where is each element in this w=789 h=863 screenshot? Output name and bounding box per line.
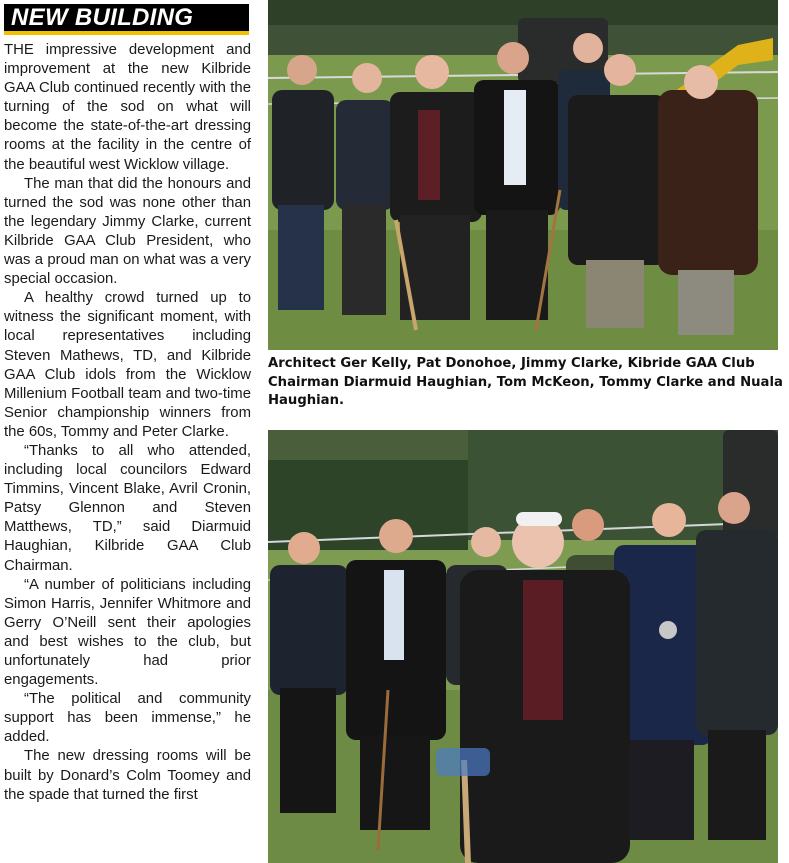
- article-paragraph-4: “Thanks to all who attended, including local councilors Edward Timmins, Vincent Blake, Avril Cronin, Patsy Glennon and Steven Matthews, TD,” said Diarmuid Haughian, Kilbride GAA Club Chairman.: [4, 442, 251, 574]
- photo-caption-top: Architect Ger Kelly, Pat Donohoe, Jimmy Clarke, Kibride GAA Club Chairman Diarmuid Haughian, Tom McKeon, Tommy Clarke and Nuala Haughian.: [268, 356, 783, 408]
- group-photo-top-image: [268, 0, 778, 350]
- article-body: [4, 41, 251, 805]
- article-paragraph-1: THE impressive development and improvement at the new Kilbride GAA Club continued recently with the turning of the sod on what will become the state-of-the-art dressing rooms at the facility in the centre of the beautiful west Wicklow village.: [4, 42, 251, 173]
- article-paragraph-2: The man that did the honours and turned the sod was none other than the legendary Jimmy Clarke, current Kilbride GAA Club President, who was a proud man on what was a very special occasion.: [4, 175, 251, 288]
- group-photo-bottom: [268, 430, 778, 863]
- article-paragraph-7: The new dressing rooms will be built by Donard’s Colm Toomey and the spade that turned the first: [4, 748, 251, 803]
- article-paragraph-6: “The political and community support has been immense,” he added.: [4, 691, 251, 746]
- section-banner: [4, 4, 249, 35]
- group-photo-top: [268, 0, 778, 350]
- article-paragraph-3: A healthy crowd turned up to witness the significant moment, with local representatives including Steven Mathews, TD, and Kilbride GAA Club idols from the Wicklow Millenium Football team and two-time Senior championship winners from the 60s, Tommy and Peter Clarke.: [4, 290, 251, 440]
- section-title: NEW BUILDING: [11, 4, 194, 31]
- article-paragraph-5: “A number of politicians including Simon Harris, Jennifer Whitmore and Gerry O’Neill sent their apologies and best wishes to the club, but unfortunately had prior engagements.: [4, 576, 251, 689]
- group-photo-bottom-image: [268, 430, 778, 863]
